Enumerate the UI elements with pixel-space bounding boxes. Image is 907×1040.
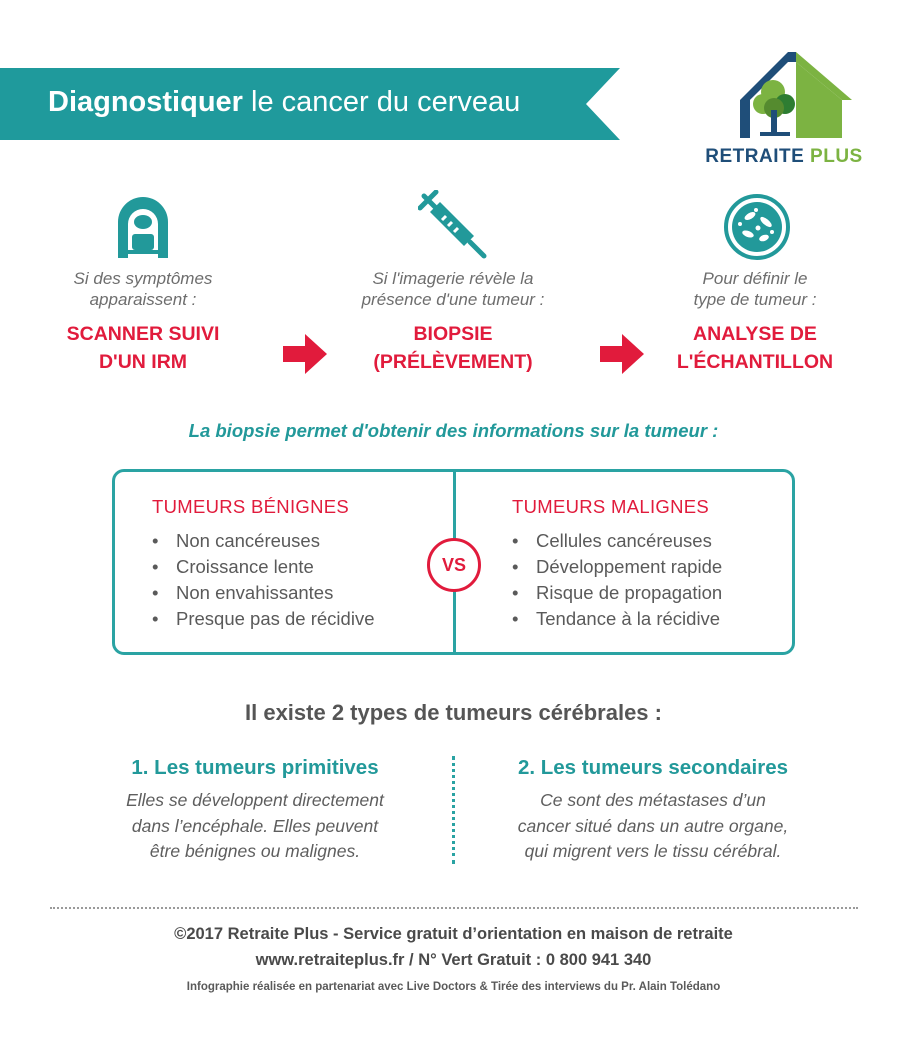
type-description-line: Elles se développent directement [126, 790, 384, 810]
bullet: • [512, 530, 519, 551]
bullet: • [512, 556, 519, 577]
type-description-line: dans l’encéphale. Elles peuvent [131, 815, 379, 836]
arrow-right-icon [283, 334, 327, 374]
step-title-line: (PRÉLÈVEMENT) [373, 351, 533, 373]
step-intro-line: présence d'une tumeur : [361, 290, 545, 309]
list-item [512, 554, 722, 580]
step-scanner [13, 268, 273, 376]
step-title-line: ANALYSE DE [693, 323, 817, 345]
logo-name-main: RETRAITE [705, 146, 805, 167]
syringe-icon [418, 190, 488, 260]
types-heading: Il existe 2 types de tumeurs cérébrales : [245, 700, 662, 725]
type-description [80, 788, 430, 865]
step-intro-line: type de tumeur : [693, 290, 817, 309]
step-title [323, 320, 583, 376]
list-item-text: Non cancéreuses [176, 530, 320, 551]
bullet: • [152, 530, 159, 551]
malignant-column [512, 496, 722, 632]
logo-wordmark [704, 146, 864, 168]
step-intro [625, 268, 885, 310]
page-title-rest: le cancer du cerveau [242, 86, 521, 118]
benign-list [152, 528, 374, 632]
type-title: 1. Les tumeurs primitives [131, 756, 379, 779]
list-item [512, 606, 722, 632]
step-title-line: L'ÉCHANTILLON [676, 351, 834, 373]
step-intro-line: Pour définir le [702, 269, 808, 288]
footer-credits: Infographie réalisée en partenariat avec Live Doctors & Tirée des interviews du Pr. Alain Tolédano [186, 981, 721, 993]
malignant-list [512, 528, 722, 632]
step-intro-line: Si des symptômes [73, 269, 213, 288]
bullet: • [512, 608, 519, 629]
type-description-line: qui migrent vers le tissu cérébral. [524, 841, 782, 861]
footer-divider [50, 907, 858, 909]
bullet: • [152, 582, 159, 603]
page-title [48, 86, 520, 119]
step-biopsy [323, 268, 583, 376]
biopsy-heading: La biopsie permet d'obtenir des informations sur la tumeur : [188, 420, 719, 441]
type-description-line: être bénignes ou malignes. [149, 841, 361, 861]
footer-copyright: ©2017 Retraite Plus - Service gratuit d’orientation en maison de retraite [174, 925, 733, 943]
malignant-title: TUMEURS MALIGNES [512, 496, 710, 517]
step-intro-line: Si l'imagerie révèle la [372, 269, 534, 288]
list-item-text: Presque pas de récidive [176, 608, 375, 629]
step-intro [13, 268, 273, 310]
list-item-text: Non envahissantes [176, 582, 334, 603]
step-title-line: BIOPSIE [413, 323, 493, 345]
benign-title: TUMEURS BÉNIGNES [152, 496, 350, 517]
step-title-line: D'UN IRM [98, 351, 188, 373]
step-intro [323, 268, 583, 310]
logo-name-plus: PLUS [810, 146, 863, 167]
bullet: • [152, 608, 159, 629]
step-title [13, 320, 273, 376]
types-divider [452, 756, 455, 864]
page-title-bold: Diagnostiquer [48, 86, 243, 118]
list-item [152, 554, 374, 580]
list-item-text: Cellules cancéreuses [536, 530, 712, 551]
step-intro-line: apparaissent : [89, 290, 197, 309]
type-description-line: Ce sont des métastases d’un [540, 790, 766, 810]
bullet: • [152, 556, 159, 577]
list-item-text: Risque de propagation [536, 582, 723, 603]
type-title: 2. Les tumeurs secondaires [517, 756, 789, 779]
benign-column [152, 496, 374, 632]
list-item [512, 528, 722, 554]
list-item [512, 580, 722, 606]
type-description [478, 788, 828, 865]
list-item-text: Tendance à la récidive [536, 608, 721, 629]
list-item [152, 528, 374, 554]
bullet: • [512, 582, 519, 603]
type-primary [80, 756, 430, 865]
list-item [152, 580, 374, 606]
list-item [152, 606, 374, 632]
microscope-sample-icon [722, 192, 792, 262]
list-item-text: Croissance lente [176, 556, 314, 577]
mri-scanner-icon [108, 192, 178, 262]
list-item-text: Développement rapide [536, 556, 723, 577]
footer-contact: www.retraiteplus.fr / N° Vert Gratuit : 0 800 941 340 [255, 951, 652, 969]
vs-badge: VS [427, 538, 481, 592]
type-description-line: cancer situé dans un autre organe, [517, 815, 789, 836]
step-analysis [625, 268, 885, 376]
type-secondary [478, 756, 828, 865]
step-title-line: SCANNER SUIVI [66, 323, 220, 345]
step-title [625, 320, 885, 376]
